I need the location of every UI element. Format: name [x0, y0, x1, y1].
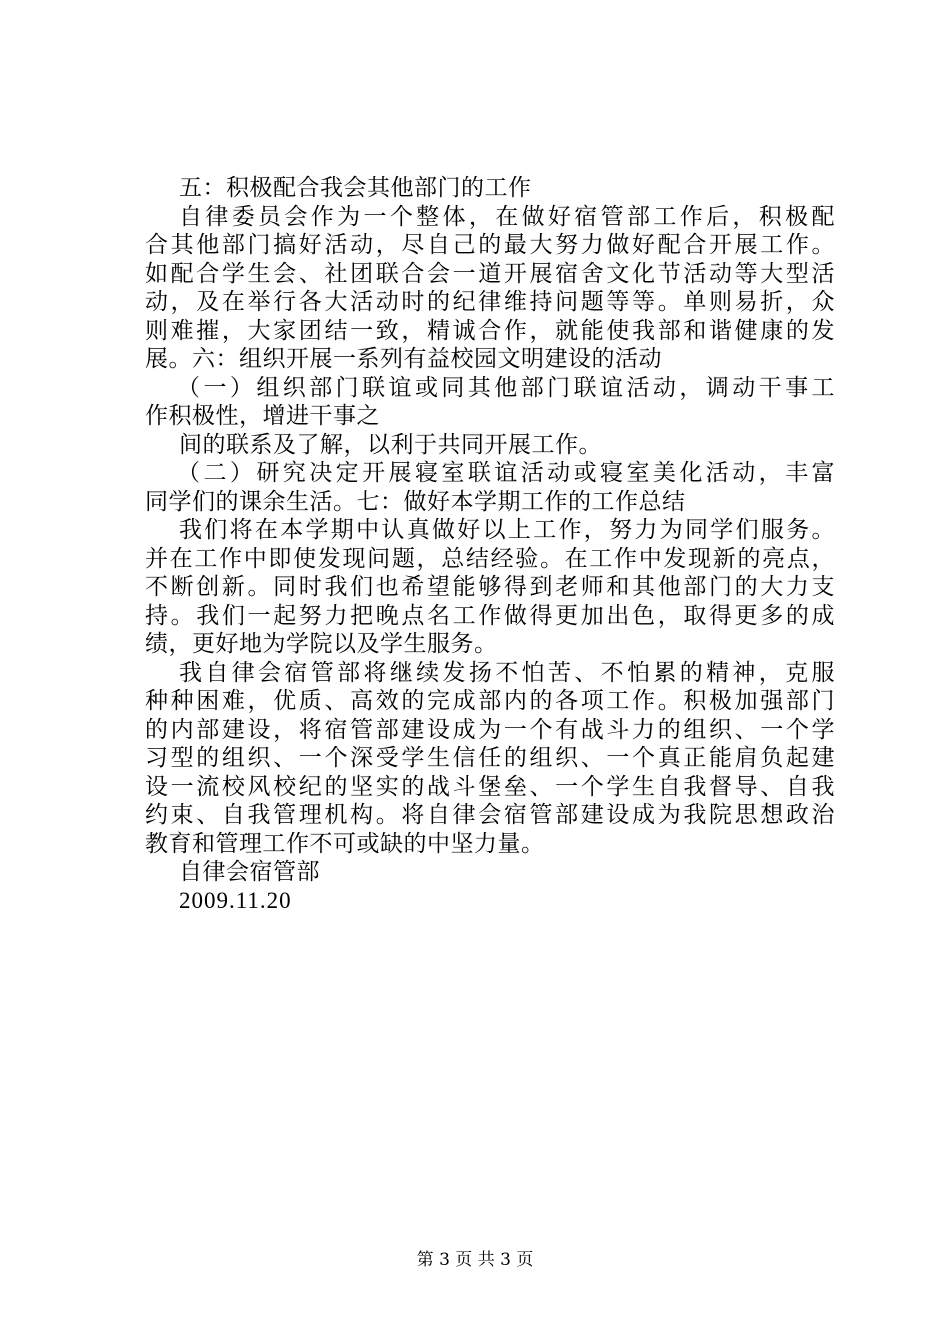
paragraph-line: （二）研究决定开展寝室联谊活动或寝室美化活动，丰富 [177, 460, 835, 486]
paragraph-line: 的内部建设，将宿管部建设成为一个有战斗力的组织、一个学 [145, 716, 835, 743]
paragraph-line: （一）组织部门联谊或同其他部门联谊活动，调动干事工 [177, 374, 835, 401]
section-heading-5: 五：积极配合我会其他部门的工作 [179, 175, 532, 201]
paragraph-line: 习型的组织、一个深受学生信任的组织、一个真正能肩负起建 [145, 745, 835, 771]
paragraph-line: 持。我们一起努力把晚点名工作做得更加出色，取得更多的成 [145, 602, 835, 629]
paragraph-line: 如配合学生会、社团联合会一道开展宿舍文化节活动等大型活 [145, 260, 835, 287]
paragraph-line: 合其他部门搞好活动，尽自己的最大努力做好配合开展工作。 [145, 232, 835, 258]
paragraph-line: 作积极性，增进干事之 [145, 403, 380, 429]
paragraph-line: 自律委员会作为一个整体，在做好宿管部工作后，积极配 [179, 203, 835, 230]
paragraph-line: 动，及在举行各大活动时的纪律维持问题等等。单则易折，众 [145, 289, 835, 315]
paragraph-line: 展。六：组织开展一系列有益校园文明建设的活动 [145, 346, 662, 372]
paragraph-line: 不断创新。同时我们也希望能够得到老师和其他部门的大力支 [145, 574, 835, 600]
paragraph-line: 我自律会宿管部将继续发扬不怕苦、不怕累的精神，克服 [179, 659, 835, 686]
paragraph-line: 则难摧，大家团结一致，精诚合作，就能使我部和谐健康的发 [145, 317, 835, 344]
paragraph-line: 约束、自我管理机构。将自律会宿管部建设成为我院思想政治 [145, 802, 835, 828]
paragraph-line: 间的联系及了解，以利于共同开展工作。 [179, 431, 602, 458]
page-number-footer: 第 3 页 共 3 页 [416, 1250, 534, 1270]
paragraph-line: 同学们的课余生活。七：做好本学期工作的工作总结 [145, 488, 686, 515]
paragraph-line: 教育和管理工作不可或缺的中坚力量。 [145, 830, 545, 857]
signature-date: 2009.11.20 [179, 887, 292, 913]
paragraph-line: 我们将在本学期中认真做好以上工作，努力为同学们服务。 [179, 517, 835, 543]
signature-org: 自律会宿管部 [179, 859, 320, 885]
paragraph-line: 并在工作中即使发现问题，总结经验。在工作中发现新的亮点， [145, 545, 835, 572]
document-body [145, 174, 835, 915]
paragraph-line: 设一流校风校纪的坚实的战斗堡垒、一个学生自我督导、自我 [145, 773, 835, 800]
paragraph-line: 绩，更好地为学院以及学生服务。 [145, 631, 498, 657]
paragraph-line: 种种困难，优质、高效的完成部内的各项工作。积极加强部门 [145, 688, 835, 714]
